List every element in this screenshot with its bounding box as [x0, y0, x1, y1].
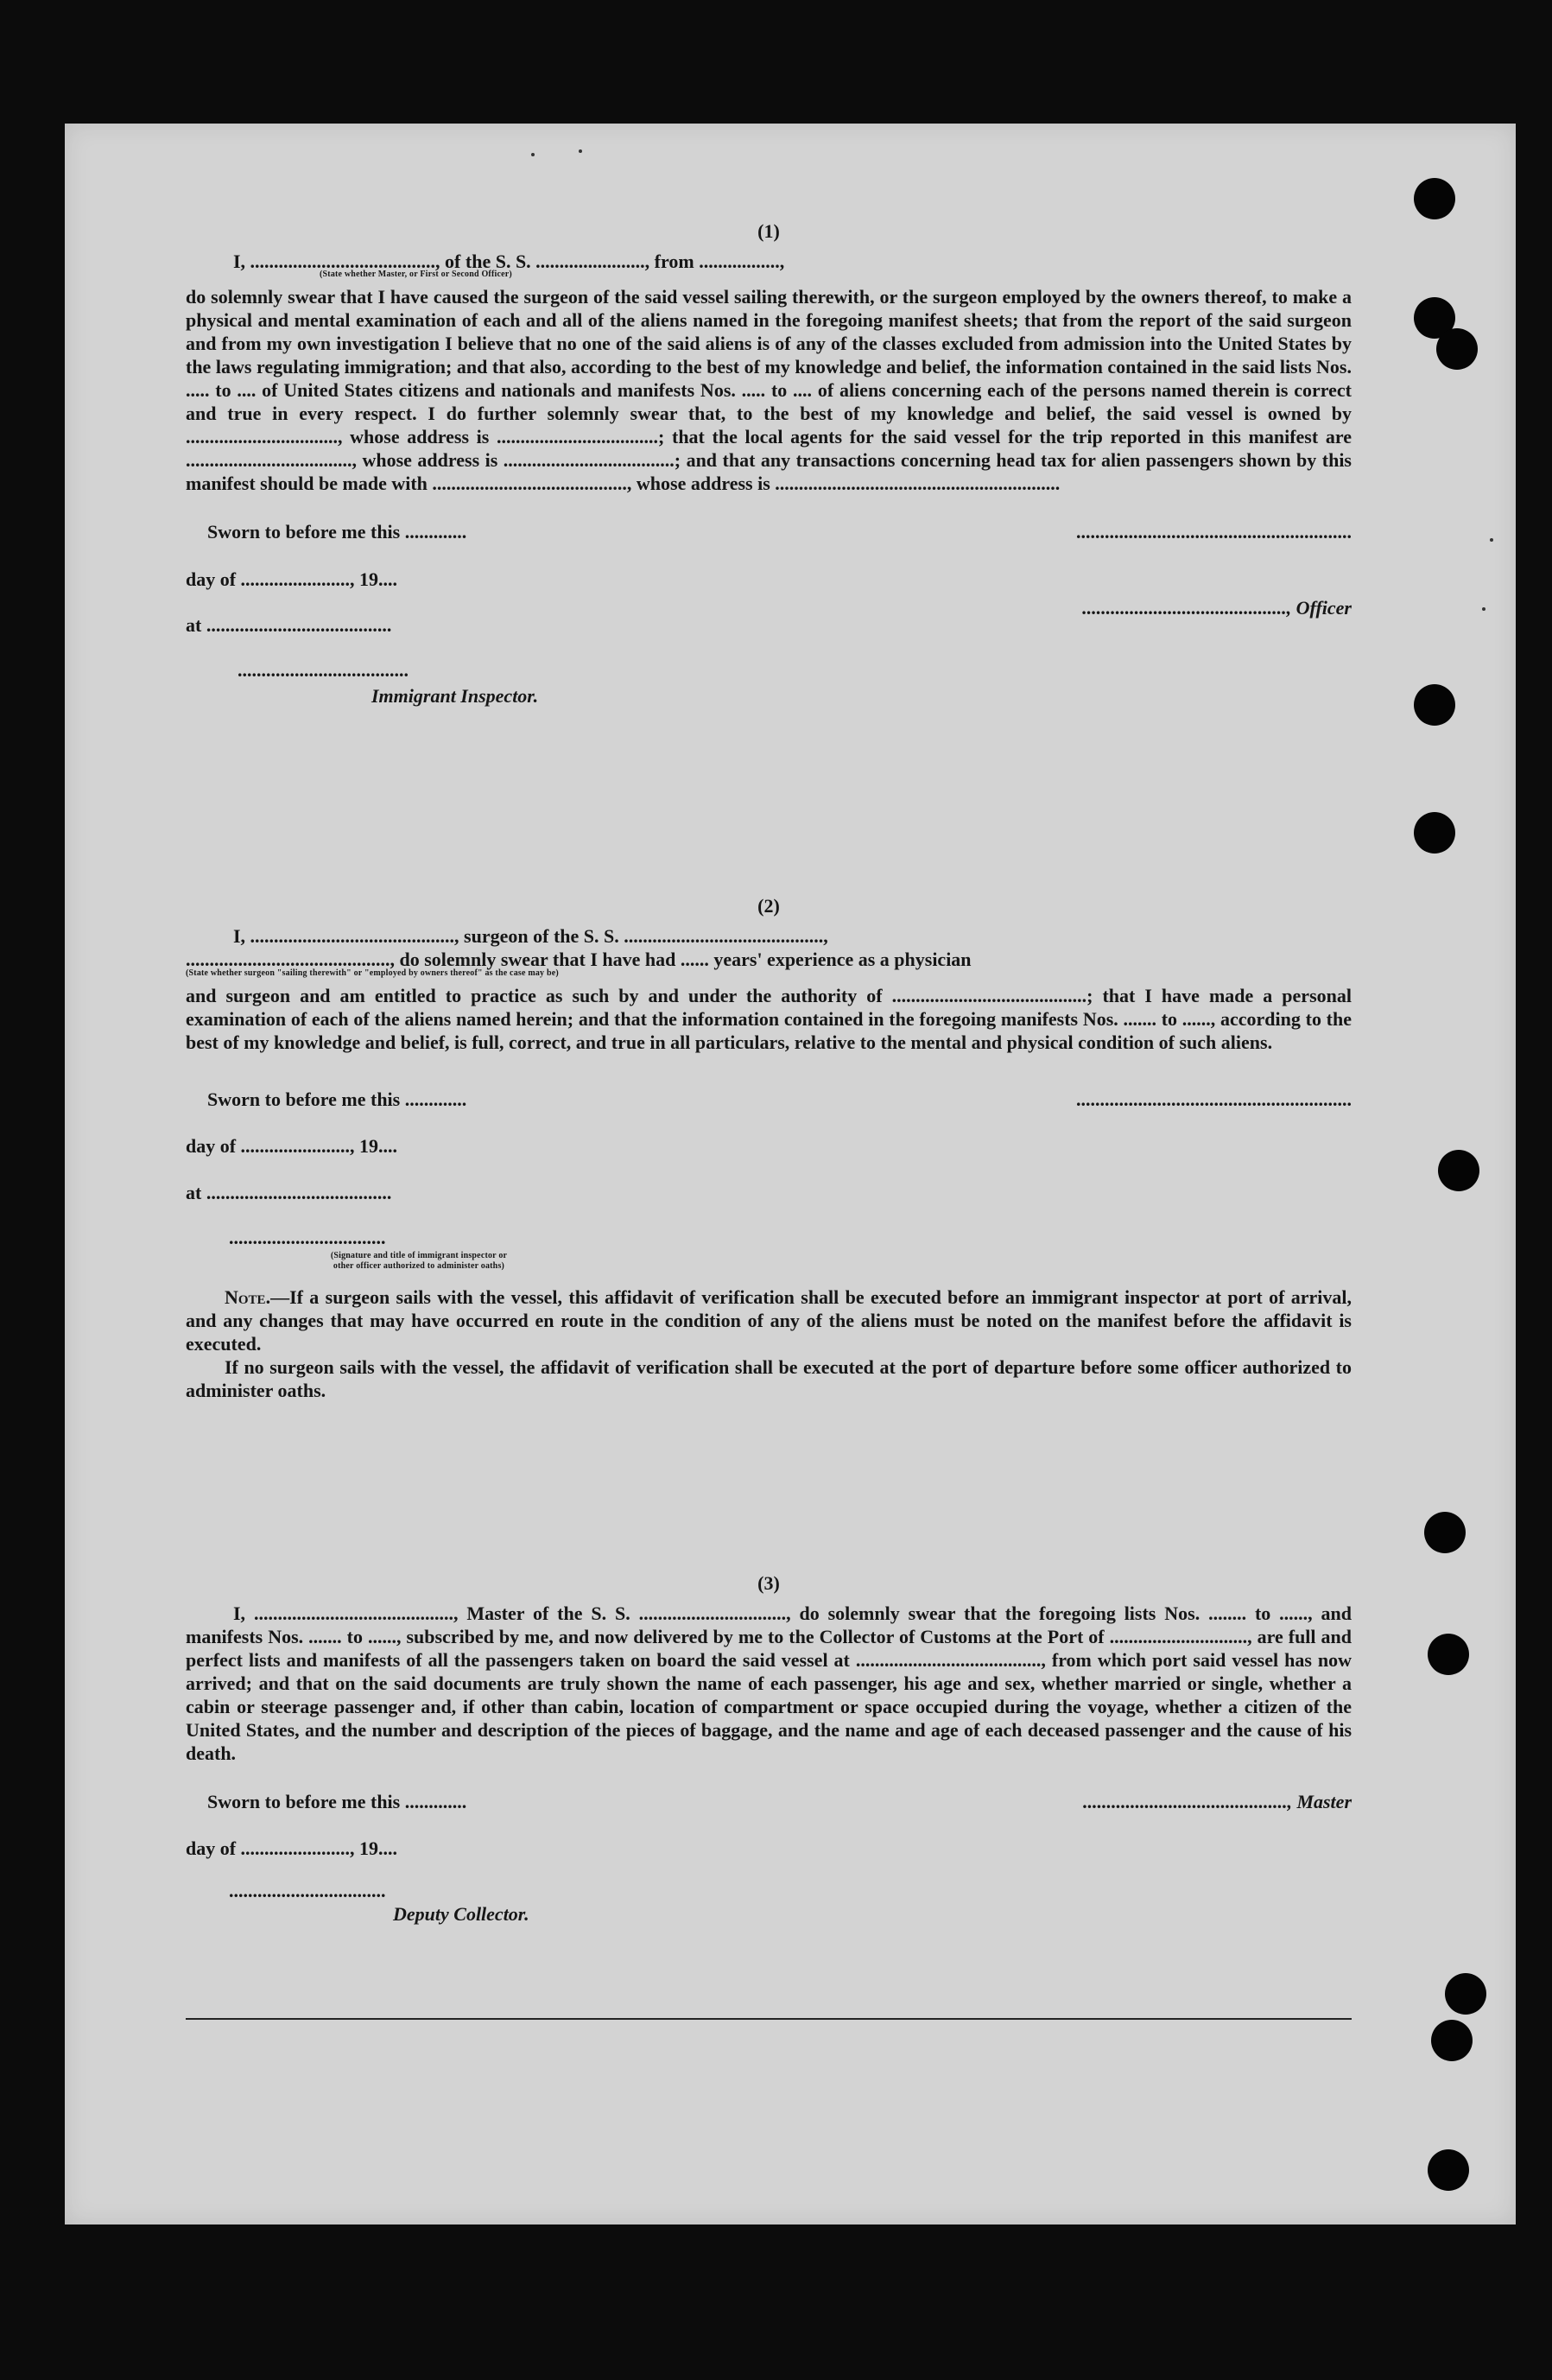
- binder-hole: [1436, 328, 1478, 370]
- form-page: [65, 124, 1516, 2225]
- binder-hole: [1424, 1512, 1466, 1553]
- officer-text: ..........................................., Officer: [1082, 597, 1352, 619]
- binder-hole: [1445, 1973, 1486, 2015]
- signature-caption-1: (Signature and title of immigrant inspector or: [330, 1251, 508, 1260]
- collector-dots: .................................: [229, 1880, 386, 1901]
- bottom-rule: [186, 2018, 1352, 2020]
- master-text: ..........................................., Master: [1082, 1791, 1352, 1812]
- section-1: [186, 220, 1352, 737]
- authority-dots: .................................: [229, 1227, 386, 1248]
- surgeon-paragraph: and surgeon and am entitled to practice as such by and under the authority of .........................................; that I have made a personal examination of each of the aliens named herein; and that the information contained in the foregoing manifests Nos. ....... to ......, according to the best of my knowledge and belief, is full, correct, and true in all particulars, relative to the mental and physical condition of such aliens.: [186, 985, 1352, 1053]
- sworn-line: Sworn to before me this .............: [207, 1791, 467, 1812]
- binder-hole: [1438, 1150, 1479, 1191]
- deputy-collector-label: Deputy Collector.: [393, 1903, 529, 1925]
- inspector-dots: ....................................: [238, 659, 409, 681]
- note-label: Note.: [225, 1286, 271, 1308]
- officer-line: [1082, 597, 1352, 619]
- binder-hole: [1414, 812, 1455, 854]
- binder-hole: [1431, 2020, 1473, 2061]
- binder-hole: [1414, 178, 1455, 219]
- speck: [1490, 538, 1493, 542]
- binder-hole: [1428, 1634, 1469, 1675]
- section-number: (2): [757, 895, 780, 917]
- signature-caption-2: other officer authorized to administer oaths): [333, 1261, 505, 1271]
- binder-hole: [1414, 684, 1455, 726]
- signature-line: ..........................................................: [1076, 521, 1352, 543]
- speck: [579, 149, 582, 153]
- section-2: [186, 895, 1352, 1402]
- master-line: [1083, 1791, 1352, 1813]
- surgeon-line: I, ..........................................., surgeon of the S. S. ..........................................,: [233, 925, 828, 947]
- section-number: (3): [757, 1572, 780, 1594]
- day-line: day of ......................., 19....: [186, 1837, 398, 1859]
- officer-caption: (State whether Master, or First or Second Officer): [320, 270, 512, 279]
- day-line: day of ......................., 19....: [186, 568, 398, 590]
- immigrant-inspector-label: Immigrant Inspector.: [371, 685, 539, 707]
- signature-line: ..........................................................: [1076, 1088, 1352, 1110]
- oath-paragraph: do solemnly swear that I have caused the surgeon of the said vessel sailing therewith, or the surgeon employed by the owners thereof, to make a physical and mental examination of each and all of the aliens named in the foregoing manifest sheets; that from the report of the said surgeon and from my own investigation I believe that no one of the said aliens is of any of the classes excluded from admission into the United States by the laws regulating immigration; and that also, according to the best of my knowledge and belief, the information contained in the said lists Nos. ..... to .... of United States citizens and nationals and manifests Nos. ..... to .... of aliens concerning each of the persons named therein is correct and true in every respect. I do further solemnly swear that, to the best of my knowledge and belief, the said vessel is owned by ................................, whose address is ..................................; that the local agents for the said vessel for the trip reported in this manifest are ..................................., whose address is ....................................; and that any transactions concerning head tax for alien passengers shown by this manifest should be made with ........................................., whose address is ............................................................: [186, 286, 1352, 494]
- day-line: day of ......................., 19....: [186, 1135, 398, 1157]
- master-paragraph: I, .........................................., Master of the S. S. ..............................., do solemnly swear that the foregoing lists Nos. ........ to ......, and manifests Nos. ....... to ......, subscribed by me, and now delivered by me to the Collector of Customs at the Port of ............................., are full and perfect lists and manifests of all the passengers taken on board the said vessel at ......................................., from which port said vessel has now arrived; and that on the said documents are truly shown the name of each passenger, his age and sex, whether married or single, whether a cabin or steerage passenger and, if other than cabin, location of compartment or space occupied during the voyage, whether a citizen of the United States, and the number and description of the pieces of baggage, and the name and age of each deceased passenger and the cause of his death.: [186, 1603, 1352, 1764]
- note-paragraph-2: If no surgeon sails with the vessel, the affidavit of verification shall be executed at the port of departure before some officer authorized to administer oaths.: [186, 1356, 1352, 1401]
- sworn-line: Sworn to before me this .............: [207, 1088, 467, 1110]
- section-3: [186, 1572, 1352, 1929]
- binder-hole: [1428, 2149, 1469, 2191]
- at-line: at .......................................: [186, 614, 392, 636]
- section-number: (1): [757, 220, 780, 242]
- surgeon-caption: (State whether surgeon "sailing therewith" or "employed by owners thereof" as the case may be): [186, 968, 559, 978]
- experience-line: ..........................................., do solemnly swear that I have had ...... years' experience as a physician: [186, 949, 972, 970]
- note-text: —If a surgeon sails with the vessel, this affidavit of verification shall be executed before an immigrant inspector at port of arrival, and any changes that may have occurred en route in the condition of any of the aliens must be noted on the manifest before the affidavit is executed.: [186, 1286, 1352, 1355]
- speck: [1482, 607, 1485, 611]
- at-line: at .......................................: [186, 1182, 392, 1203]
- sworn-line: Sworn to before me this .............: [207, 521, 467, 543]
- speck: [531, 153, 535, 156]
- master-officer-line: I, ......................................., of the S. S. ......................., from .................,: [233, 251, 785, 272]
